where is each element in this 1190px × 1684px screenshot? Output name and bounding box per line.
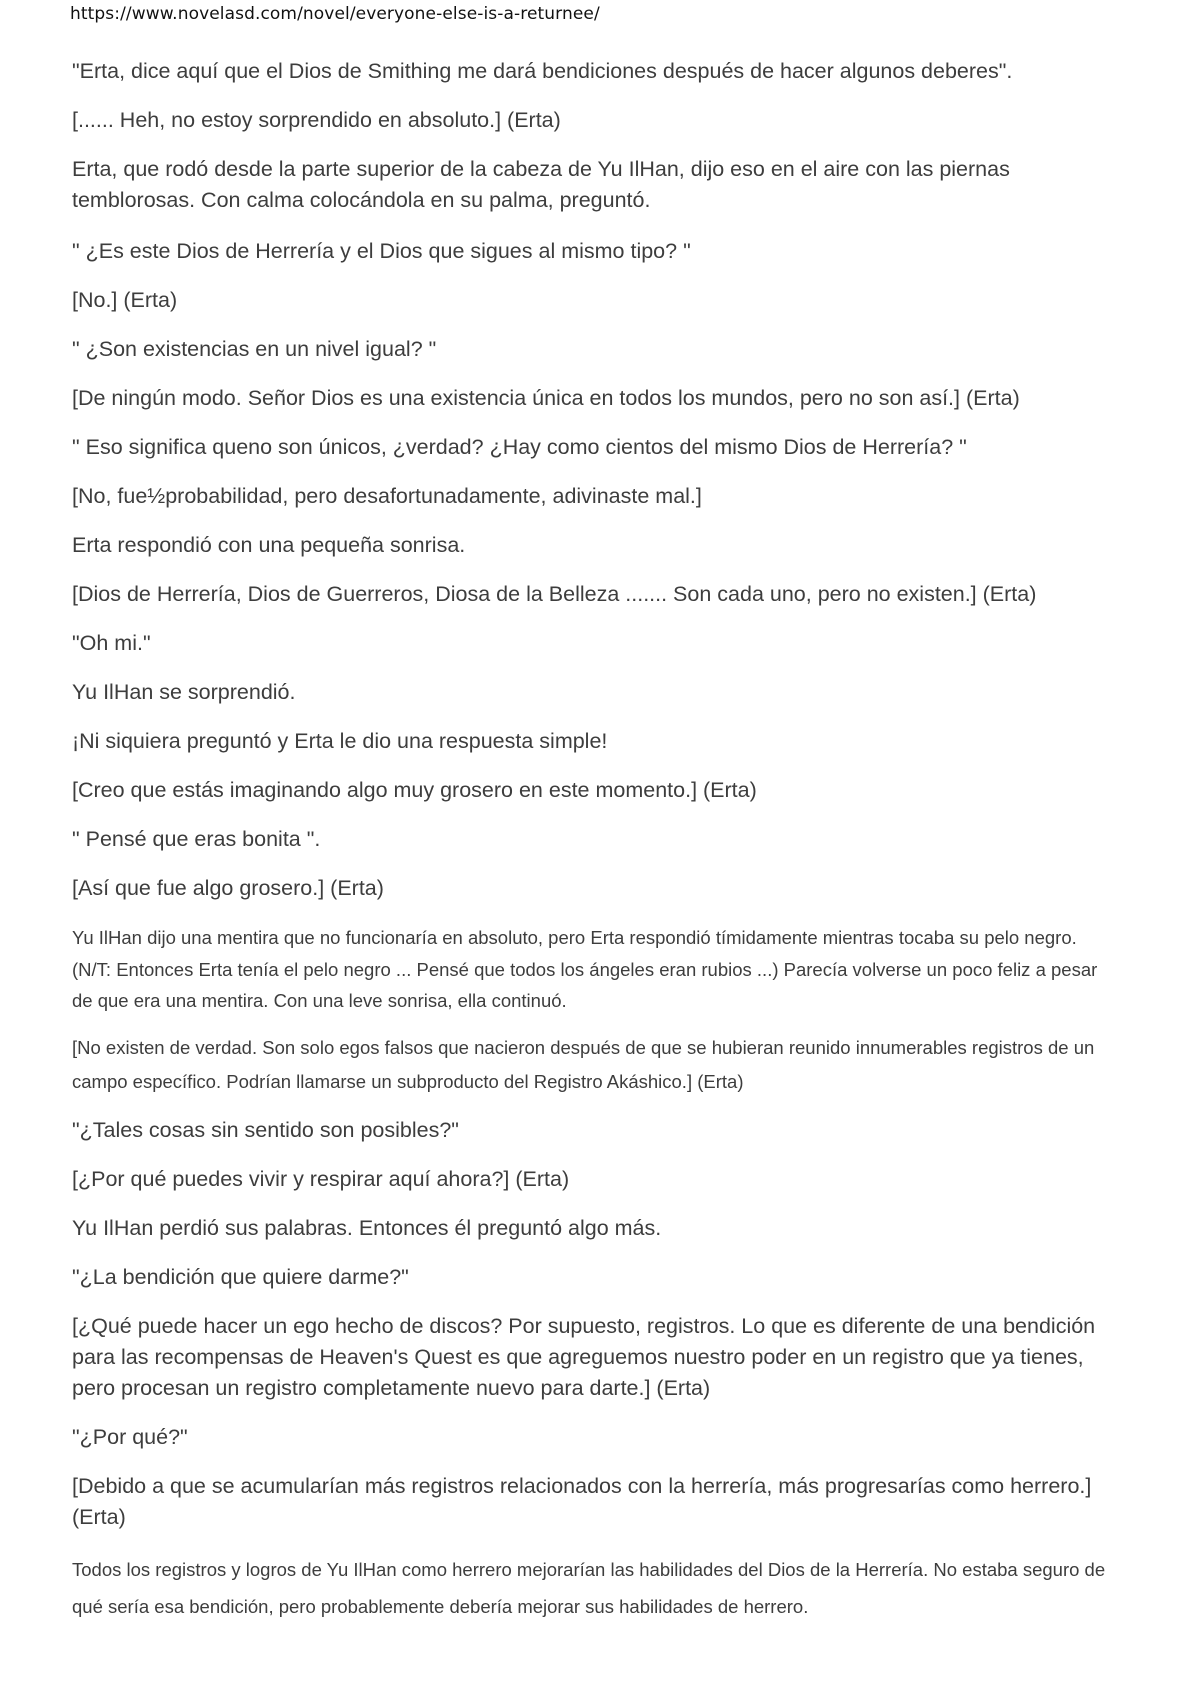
paragraph: "Erta, dice aquí que el Dios de Smithing me dará bendiciones después de hacer algunos deberes". [72, 59, 1013, 83]
page-url: https://www.novelasd.com/novel/everyone-else-is-a-returnee/ [70, 4, 600, 24]
paragraph: Erta respondió con una pequeña sonrisa. [72, 533, 466, 557]
paragraph: " ¿Es este Dios de Herrería y el Dios que sigues al mismo tipo? " [72, 239, 691, 263]
paragraph: [Creo que estás imaginando algo muy grosero en este momento.] (Erta) [72, 778, 757, 802]
paragraph: "Oh mi." [72, 631, 151, 655]
paragraph: [Dios de Herrería, Dios de Guerreros, Diosa de la Belleza ....... Son cada uno, pero no existen.] (Erta) [72, 582, 1037, 606]
paragraph: Yu IlHan perdió sus palabras. Entonces él preguntó algo más. [72, 1215, 662, 1240]
paragraph: " ¿Son existencias en un nivel igual? " [72, 337, 437, 361]
paragraph: [...... Heh, no estoy sorprendido en absoluto.] (Erta) [72, 108, 561, 132]
paragraph: "¿Tales cosas sin sentido son posibles?" [72, 1117, 459, 1142]
paragraph: ¡Ni siquiera preguntó y Erta le dio una respuesta simple! [72, 729, 608, 753]
paragraph: [¿Qué puede hacer un ego hecho de discos? Por supuesto, registros. Lo que es diferente de una bendición para las recompensas de Heaven's Quest es que agreguemos nuestro poder en un registro que ya tienes, pero procesan un registro completamente nuevo para darte.] (Erta) [72, 1313, 1096, 1400]
paragraph: Yu IlHan dijo una mentira que no funcionaría en absoluto, pero Erta respondió tímidamente mientras tocaba su pelo negro. (N/T: Entonces Erta tenía el pelo negro ... Pensé que todos los ángeles eran rubios ...) Parecía volverse un poco feliz a pesar de que era una mentira. Con una leve sonrisa, ella continuó. [72, 927, 1098, 1011]
paragraph: "¿La bendición que quiere darme?" [72, 1264, 409, 1289]
paragraph: [¿Por qué puedes vivir y respirar aquí ahora?] (Erta) [72, 1166, 570, 1191]
document-body [72, 56, 1112, 1625]
paragraph: " Pensé que eras bonita ". [72, 827, 321, 851]
paragraph: Yu IlHan se sorprendió. [72, 680, 296, 704]
paragraph: [No.] (Erta) [72, 288, 178, 312]
paragraph: [Debido a que se acumularían más registros relacionados con la herrería, más progresarías como herrero.] (Erta) [72, 1473, 1092, 1529]
paragraph: "¿Por qué?" [72, 1424, 188, 1449]
paragraph: [No, fue½probabilidad, pero desafortunadamente, adivinaste mal.] [72, 484, 702, 508]
paragraph: [Así que fue algo grosero.] (Erta) [72, 876, 384, 900]
paragraph: Todos los registros y logros de Yu IlHan como herrero mejorarían las habilidades del Dios de la Herrería. No estaba seguro de qué sería esa bendición, pero probablemente debería mejorar sus habilidades de herrero. [72, 1558, 1106, 1617]
paragraph: [De ningún modo. Señor Dios es una existencia única en todos los mundos, pero no son así.] (Erta) [72, 386, 1020, 410]
paragraph: " Eso significa queno son únicos, ¿verdad? ¿Hay como cientos del mismo Dios de Herrería? " [72, 435, 967, 459]
paragraph: Erta, que rodó desde la parte superior de la cabeza de Yu IlHan, dijo eso en el aire con las piernas temblorosas. Con calma colocándola en su palma, preguntó. [72, 157, 1010, 212]
paragraph: [No existen de verdad. Son solo egos falsos que nacieron después de que se hubieran reunido innumerables registros de un campo específico. Podrían llamarse un subproducto del Registro Akáshico.] (Erta) [72, 1036, 1095, 1092]
